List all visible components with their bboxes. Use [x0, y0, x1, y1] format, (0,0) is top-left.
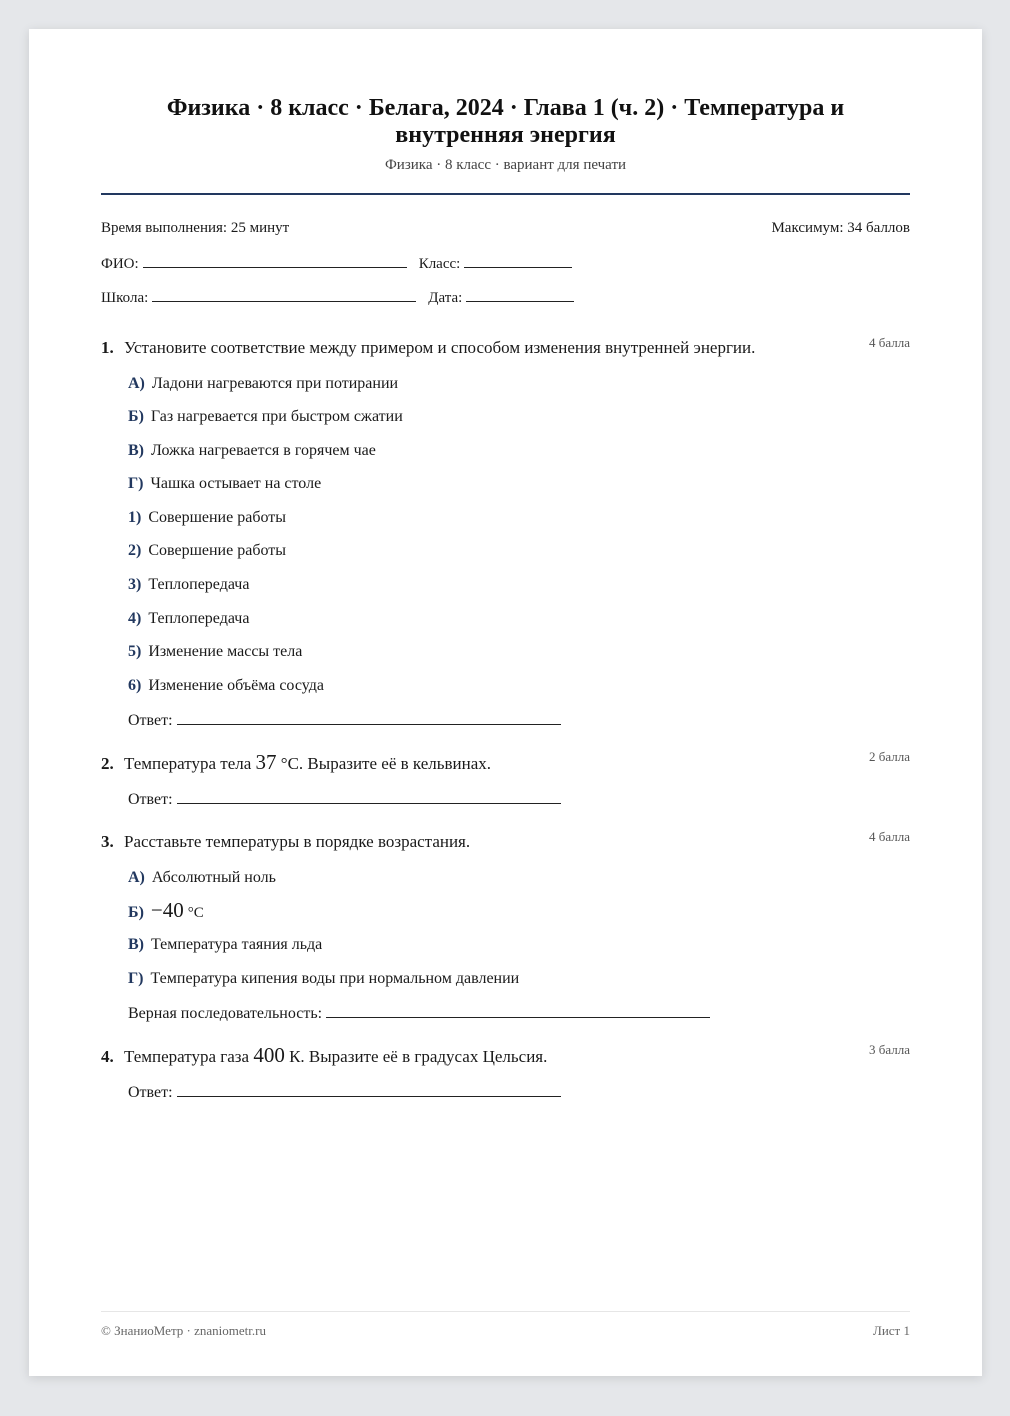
answer-blank[interactable] [177, 1082, 561, 1097]
question-points: 3 балла [869, 1042, 910, 1057]
math-value: 400 [253, 1043, 285, 1067]
option-a [128, 868, 276, 888]
question-text [124, 1044, 910, 1068]
answer-label: Ответ: [128, 712, 173, 729]
math-value: −40 [150, 898, 184, 922]
question-1-head [101, 337, 910, 359]
option-text: Совершение работы [148, 509, 286, 526]
option-label: 4) [128, 610, 142, 627]
option-label: А) [128, 375, 145, 392]
option-g [128, 969, 519, 989]
option-label: 1) [128, 509, 142, 526]
question-number: 1. [101, 338, 114, 357]
time-limit: Время выполнения: 25 минут [101, 220, 290, 236]
option-6 [128, 676, 324, 696]
answer-line-4 [128, 1082, 561, 1102]
option-text: Ложка нагревается в горячем чае [151, 442, 376, 459]
question-1 [101, 337, 910, 359]
math-value: 37 [255, 750, 277, 774]
option-text: Температура кипения воды при нормальном давлении [150, 970, 520, 987]
option-label: Г) [128, 970, 144, 987]
answer-line-3 [128, 1003, 710, 1023]
question-4-head [101, 1044, 910, 1068]
fio-label: ФИО: [101, 256, 139, 272]
max-score: Максимум: 34 баллов [771, 220, 910, 236]
question-text [124, 751, 910, 775]
option-text: Ладони нагреваются при потирании [151, 375, 399, 392]
school-label: Школа: [101, 290, 149, 306]
student-fields-row-2 [101, 287, 574, 307]
question-text: Расставьте температуры в порядке возрастания. [124, 832, 471, 851]
question-number: 3. [101, 832, 114, 851]
option-text: Газ нагревается при быстром сжатии [150, 408, 403, 425]
option-3 [128, 575, 249, 595]
question-number: 2. [101, 754, 114, 773]
question-4 [101, 1044, 910, 1068]
option-label: В) [128, 936, 144, 953]
option-text: °C [187, 905, 204, 921]
answer-label: Ответ: [128, 791, 173, 808]
date-label: Дата: [428, 290, 463, 306]
student-fields-row-1 [101, 253, 572, 273]
footer-divider [101, 1311, 910, 1312]
option-label: А) [128, 869, 145, 886]
question-text-after: К. Выразите её в градусах Цельсия. [289, 1047, 548, 1066]
option-label: 2) [128, 542, 142, 559]
fio-blank[interactable] [143, 253, 407, 268]
option-b [128, 900, 204, 923]
question-points: 2 балла [869, 749, 910, 764]
worksheet-page [29, 29, 982, 1376]
option-label: 5) [128, 643, 142, 660]
option-5 [128, 642, 302, 662]
question-text-after: °C. Выразите её в кельвинах. [280, 754, 492, 773]
option-label: 6) [128, 677, 142, 694]
option-text: Совершение работы [148, 542, 286, 559]
question-number: 4. [101, 1047, 114, 1066]
option-label: Б) [128, 904, 144, 921]
option-text: Чашка остывает на столе [150, 475, 322, 492]
option-1 [128, 508, 286, 528]
meta-row [101, 220, 910, 237]
question-2 [101, 751, 910, 775]
option-label: Б) [128, 408, 144, 425]
answer-label: Ответ: [128, 1084, 173, 1101]
question-3 [101, 831, 910, 853]
option-label: В) [128, 442, 144, 459]
option-b [128, 407, 403, 427]
option-a [128, 374, 398, 394]
option-v [128, 935, 322, 955]
question-points: 4 балла [869, 335, 910, 350]
option-label: 3) [128, 576, 142, 593]
answer-blank[interactable] [177, 789, 561, 804]
footer-page-number: Лист 1 [873, 1323, 910, 1338]
page-title: Физика · 8 класс · Белага, 2024 · Глава 1 (ч. 2) · Температура и внутренняя энергия [166, 95, 845, 148]
date-blank[interactable] [466, 287, 574, 302]
footer-copyright: © ЗнаниоМетр · znaniometr.ru [101, 1323, 266, 1338]
question-text: Установите соответствие между примером и способом изменения внутренней энергии. [124, 338, 756, 357]
header-divider [101, 193, 910, 195]
footer [101, 1323, 910, 1339]
class-blank[interactable] [464, 253, 572, 268]
option-text: Теплопередача [148, 610, 250, 627]
answer-line-2 [128, 789, 561, 809]
option-text: Изменение массы тела [148, 643, 303, 660]
question-text-before: Температура тела [124, 754, 252, 773]
option-v [128, 441, 376, 461]
answer-blank[interactable] [326, 1003, 710, 1018]
question-text-before: Температура газа [124, 1047, 250, 1066]
option-text: Теплопередача [148, 576, 250, 593]
option-4 [128, 609, 249, 629]
option-label: Г) [128, 475, 144, 492]
question-2-head [101, 751, 910, 775]
question-3-head [101, 831, 910, 853]
option-text: Температура таяния льда [151, 936, 323, 953]
school-blank[interactable] [152, 287, 416, 302]
answer-line-1 [128, 710, 561, 730]
question-points: 4 балла [869, 829, 910, 844]
option-text: Изменение объёма сосуда [148, 677, 324, 694]
option-text: Абсолютный ноль [151, 869, 276, 886]
option-2 [128, 541, 286, 561]
answer-blank[interactable] [177, 710, 561, 725]
answer-label: Верная последовательность: [128, 1005, 323, 1022]
class-label: Класс: [418, 256, 461, 272]
page-subtitle: Физика · 8 класс · вариант для печати [384, 157, 627, 173]
option-g [128, 474, 321, 494]
